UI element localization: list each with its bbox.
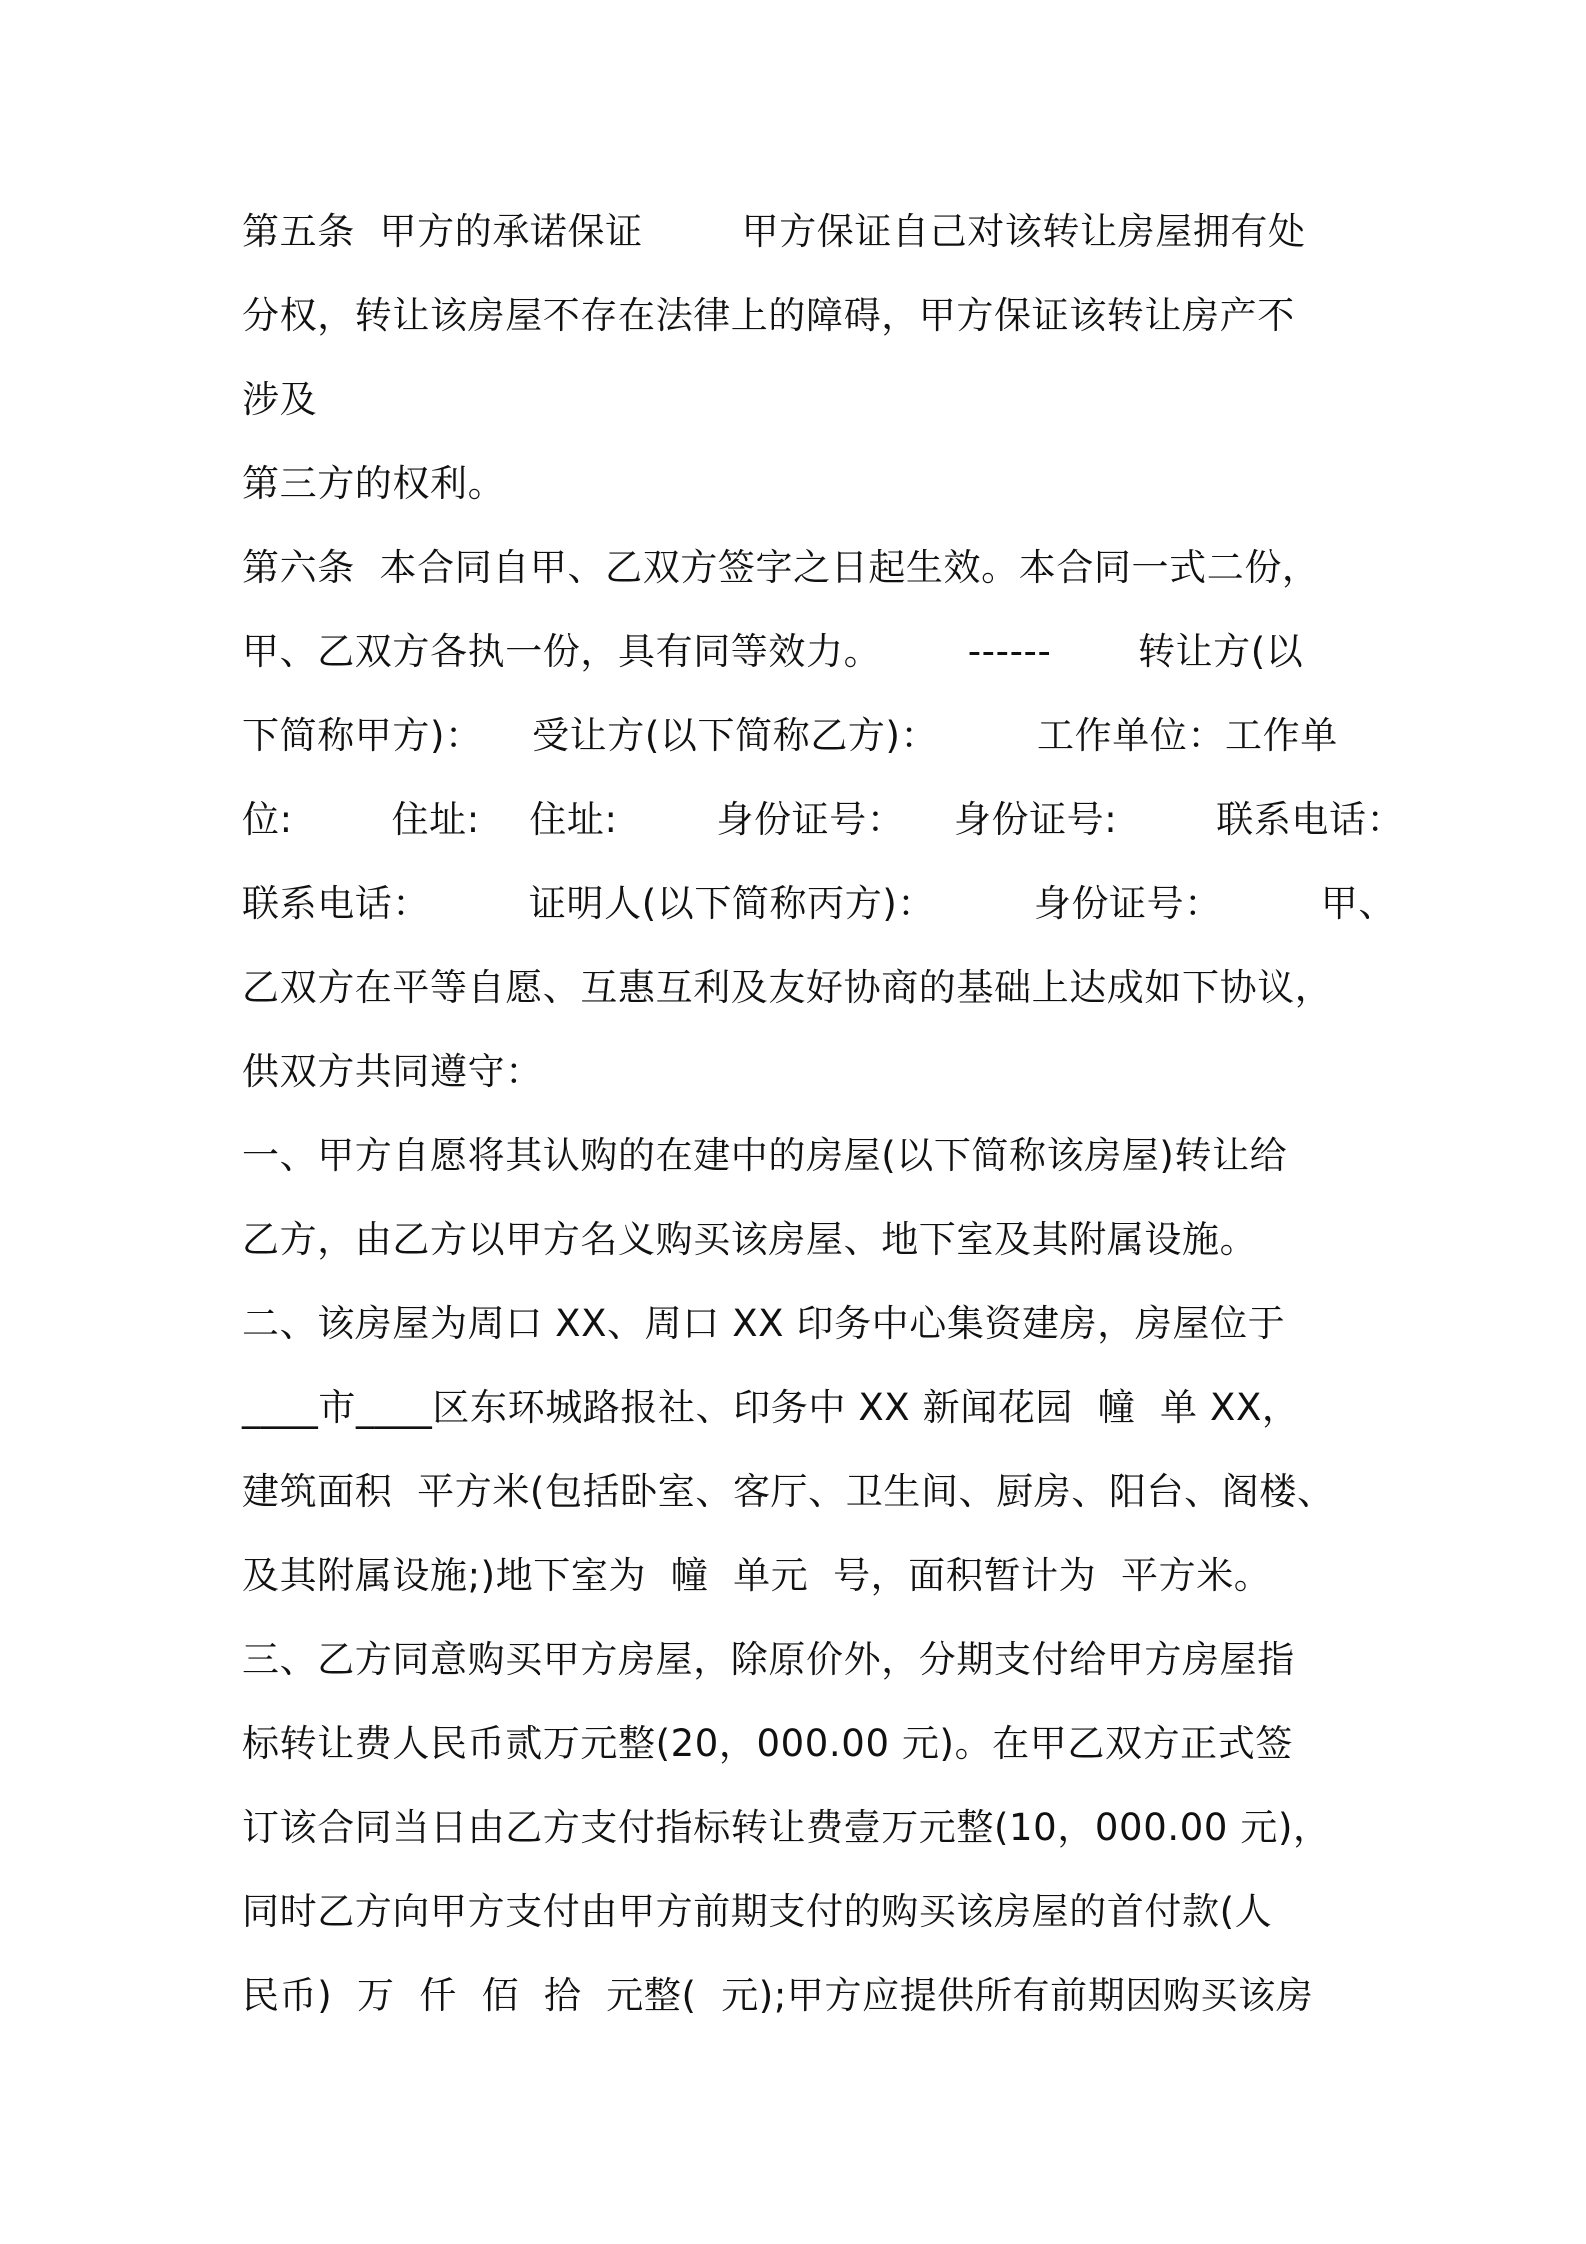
text-line: 二、该房屋为周口 XX、周口 XX 印务中心集资建房，房屋位于 (242, 1302, 1286, 1345)
text-line: 及其附属设施;)地下室为 幢 单元 号，面积暂计为 平方米。 (242, 1554, 1272, 1597)
text-line: 第六条 本合同自甲、乙双方签字之日起生效。本合同一式二份， (242, 546, 1320, 589)
text-line: 同时乙方向甲方支付由甲方前期支付的购买该房屋的首付款(人 (242, 1890, 1273, 1933)
text-line: 民币) 万 仟 佰 拾 元整( 元);甲方应提供所有前期因购买该房 (242, 1974, 1314, 2017)
text-line: 涉及 (242, 378, 318, 421)
text-line: 位: 住址: 住址: 身份证号： 身份证号: 联系电话： (242, 798, 1405, 841)
text-line: ____市____区东环城路报社、印务中 XX 新闻花园 幢 单 XX， (242, 1386, 1300, 1429)
text-line: 标转让费人民币贰万元整(20，000.00 元)。在甲乙双方正式签 (242, 1722, 1293, 1765)
text-line: 订该合同当日由乙方支付指标转让费壹万元整(10，000.00 元)， (242, 1806, 1331, 1849)
text-line: 乙双方在平等自愿、互惠互利及友好协商的基础上达成如下协议， (242, 966, 1333, 1009)
text-line: 甲、乙双方各执一份，具有同等效力。 ------ 转让方(以 (242, 630, 1304, 673)
text-line: 分权，转让该房屋不存在法律上的障碍，甲方保证该转让房产不 (242, 294, 1295, 337)
text-line: 第三方的权利。 (242, 462, 506, 505)
text-line: 一、甲方自愿将其认购的在建中的房屋(以下简称该房屋)转让给 (242, 1134, 1288, 1177)
text-line: 联系电话： 证明人(以下简称丙方)： 身份证号： 甲、 (242, 882, 1396, 925)
contract-text (242, 190, 1405, 2038)
text-line: 三、乙方同意购买甲方房屋，除原价外，分期支付给甲方房屋指 (242, 1638, 1295, 1681)
text-line: 乙方，由乙方以甲方名义购买该房屋、地下室及其附属设施。 (242, 1218, 1258, 1261)
text-line: 建筑面积 平方米(包括卧室、客厅、卫生间、厨房、阳台、阁楼、 (242, 1470, 1335, 1513)
text-line: 第五条 甲方的承诺保证 甲方保证自己对该转让房屋拥有处 (242, 210, 1306, 253)
text-line: 供双方共同遵守： (242, 1050, 543, 1093)
text-line: 下简称甲方)： 受让方(以下简称乙方)： 工作单位：工作单 (242, 714, 1338, 757)
